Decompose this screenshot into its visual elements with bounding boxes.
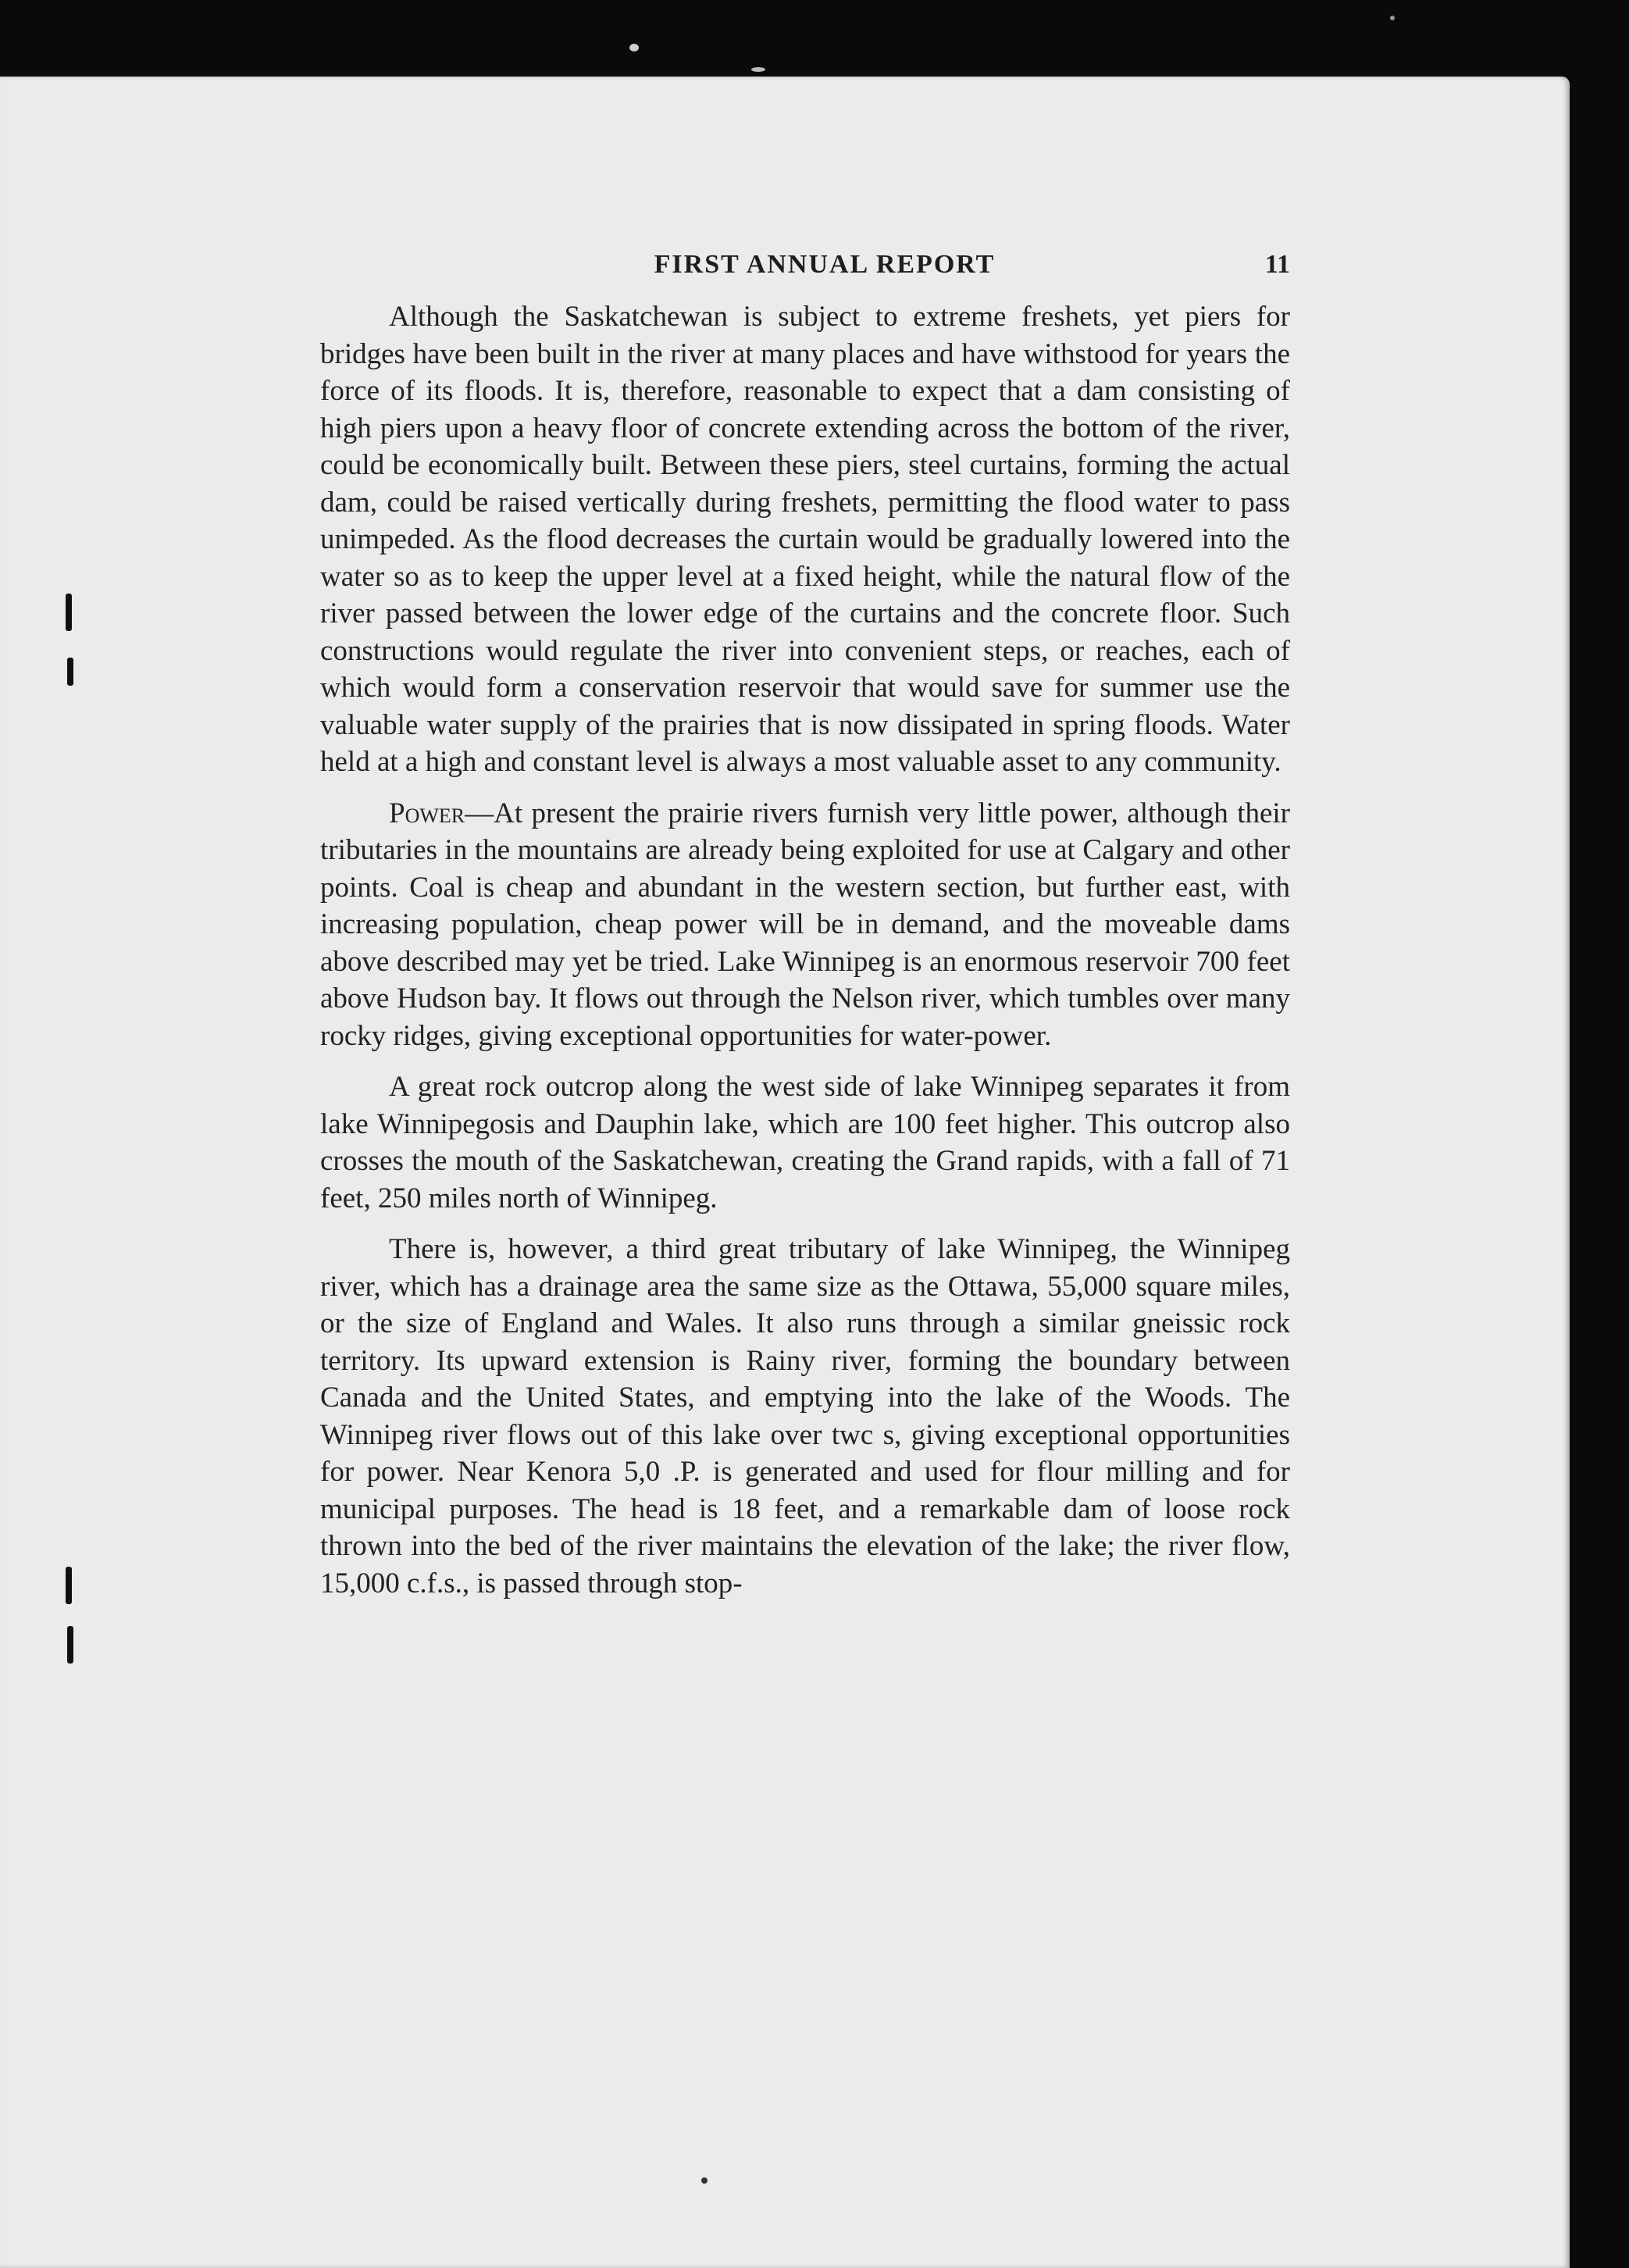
paragraph-winnipeg-river: There is, however, a third great tributary of lake Winnipeg, the Winnipeg river, which has a drainage area the same size as the Ottawa, 55,000 square miles, or the size of England and Wales. It also runs through a similar gneissic rock territory. Its upward extension is Rainy river, forming the boundary between Canada and the United States, and emptying into the lake of the Woods. The Winnipeg river flows out of this lake over twc s, giving exceptional opportunities for power. Near Kenora 5,0 .P. is generated and used for flour milling and for municipal purposes. The head is 18 feet, and a remarkable dam of loose rock thrown into the bed of the river maintains the elevation of the lake; the river flow, 15,000 c.f.s., is passed through stop- (320, 1233, 1290, 1599)
scan-speck (701, 2177, 708, 2184)
paragraph-power (320, 795, 1290, 1055)
scan-margin-mark (67, 1626, 73, 1664)
body-text (320, 298, 1290, 1602)
scan-speck (751, 67, 765, 72)
paragraph-rock-outcrop: A great rock outcrop along the west side of lake Winnipeg separates it from lake Winnipegosis and Dauphin lake, which are 100 feet higher. This outcrop also crosses the mouth of the Saskatchewan, creating the Grand rapids, with a fall of 71 feet, 250 miles north of Winnipeg. (320, 1071, 1290, 1214)
scan-speck (1390, 16, 1395, 20)
paragraph-saskatchewan-dams: Although the Saskatchewan is subject to extreme freshets, yet piers for bridges have been built in the river at many places and have withstood for years the force of its floods. It is, therefore, reasonable to expect that a dam consisting of high piers upon a heavy floor of concrete extending across the bottom of the river, could be economically built. Between these piers, steel curtains, forming the actual dam, could be raised vertically during freshets, permitting the flood water to pass unimpeded. As the flood decreases the curtain would be gradually lowered into the water so as to keep the upper level at a fixed height, while the natural flow of the river passed between the lower edge of the curtains and the concrete floor. Such constructions would regulate the river into convenient steps, or reaches, each of which would form a conservation reservoir that would save for summer use the valuable water supply of the prairies that is now dissipated in spring floods. Water held at a high and constant level is always a most valuable asset to any community. (320, 301, 1290, 778)
page-header (359, 250, 1290, 297)
scan-margin-mark (67, 658, 73, 686)
running-title: FIRST ANNUAL REPORT (654, 250, 996, 279)
scan-speck (629, 44, 639, 52)
paragraph-power-text: —At present the prairie rivers furnish very little power, although their tributaries in the mountains are already being exploited for use at Calgary and other points. Coal is cheap and abundant in the western section, but further east, with increasing population, cheap power will be in demand, and the moveable dams above described may yet be tried. Lake Winnipeg is an enormous reservoir 700 feet above Hudson bay. It flows out through the Nelson river, which tumbles over many rocky ridges, giving exceptional opportunities for water-power. (320, 797, 1290, 1052)
page-number: 11 (1264, 250, 1290, 279)
scan-margin-mark (66, 594, 72, 631)
section-heading-power: Power (389, 797, 465, 829)
scan-margin-mark (66, 1567, 72, 1604)
